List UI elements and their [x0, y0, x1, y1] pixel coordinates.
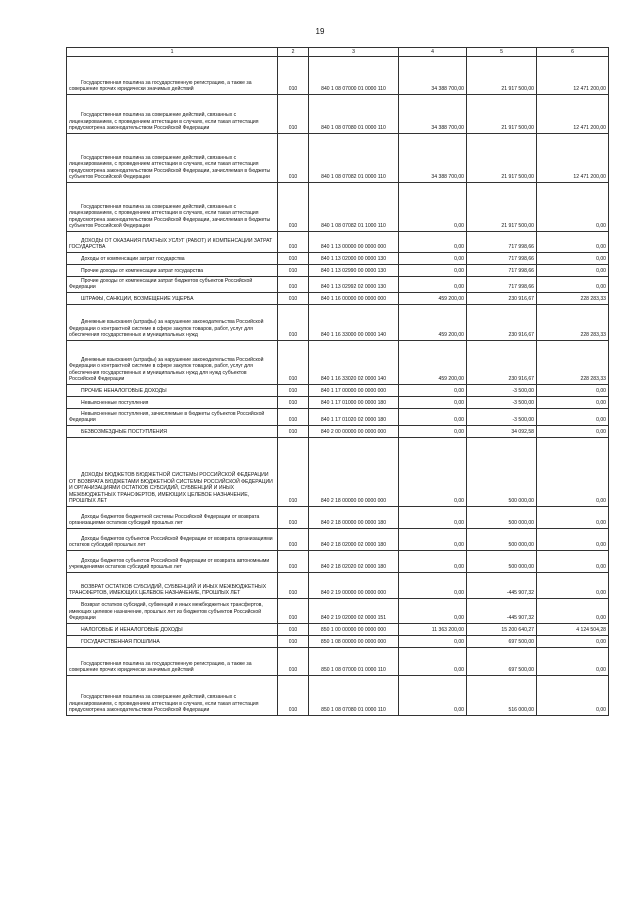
- row-fact: 717 998,66: [467, 277, 537, 293]
- row-plan: 0,00: [399, 507, 467, 529]
- row-code: 010: [278, 134, 309, 183]
- row-name: Невыясненные поступления: [67, 397, 278, 409]
- row-plan: 459 200,00: [399, 293, 467, 305]
- row-plan: 0,00: [399, 676, 467, 716]
- row-fact: 34 092,58: [467, 426, 537, 438]
- row-kbk: 840 2 18 00000 00 0000 180: [309, 507, 399, 529]
- table-row: [67, 507, 609, 529]
- row-kbk: 840 2 18 02020 02 0000 180: [309, 551, 399, 573]
- row-plan: 0,00: [399, 385, 467, 397]
- row-rest: 0,00: [537, 397, 609, 409]
- row-fact: 717 998,66: [467, 265, 537, 277]
- table-row: [67, 95, 609, 134]
- row-code: 010: [278, 599, 309, 624]
- column-header: 1: [67, 48, 278, 57]
- row-rest: 228 283,33: [537, 293, 609, 305]
- row-name: Государственная пошлина за совершение действий, связанных с лицензированием, с проведением аттестации в случаях, если такая аттестация предусмотрена законодательством Российской Федерации: [67, 676, 278, 716]
- table-row: [67, 134, 609, 183]
- row-fact: 516 000,00: [467, 676, 537, 716]
- row-name: Денежные взыскания (штрафы) за нарушение законодательства Российской Федерации о контрактной системе в сфере закупок товаров, работ, услуг для обеспечения государственных и муниципальных нужд: [67, 305, 278, 341]
- row-name: ГОСУДАРСТВЕННАЯ ПОШЛИНА: [67, 636, 278, 648]
- row-name: ШТРАФЫ, САНКЦИИ, ВОЗМЕЩЕНИЕ УЩЕРБА: [67, 293, 278, 305]
- row-plan: 34 388 700,00: [399, 134, 467, 183]
- table-row: [67, 426, 609, 438]
- row-kbk: 850 1 00 00000 00 0000 000: [309, 624, 399, 636]
- row-fact: 230 916,67: [467, 293, 537, 305]
- row-code: 010: [278, 426, 309, 438]
- row-fact: 21 917 500,00: [467, 134, 537, 183]
- row-rest: 0,00: [537, 648, 609, 676]
- row-kbk: 840 2 18 00000 00 0000 000: [309, 438, 399, 507]
- row-code: 010: [278, 397, 309, 409]
- row-code: 010: [278, 341, 309, 385]
- row-code: 010: [278, 95, 309, 134]
- row-fact: 500 000,00: [467, 529, 537, 551]
- row-plan: 0,00: [399, 277, 467, 293]
- row-rest: 0,00: [537, 385, 609, 397]
- table-row: [67, 599, 609, 624]
- row-fact: 697 500,00: [467, 636, 537, 648]
- row-plan: 0,00: [399, 529, 467, 551]
- row-fact: 697 500,00: [467, 648, 537, 676]
- row-rest: 12 471 200,00: [537, 134, 609, 183]
- row-kbk: 840 1 08 07082 01 0000 110: [309, 134, 399, 183]
- row-rest: 0,00: [537, 529, 609, 551]
- row-code: 010: [278, 507, 309, 529]
- row-code: 010: [278, 293, 309, 305]
- row-rest: 0,00: [537, 183, 609, 232]
- row-fact: -445 907,32: [467, 599, 537, 624]
- row-kbk: 840 1 16 33020 02 0000 140: [309, 341, 399, 385]
- table-row: [67, 397, 609, 409]
- row-plan: 0,00: [399, 573, 467, 599]
- row-name: НАЛОГОВЫЕ И НЕНАЛОГОВЫЕ ДОХОДЫ: [67, 624, 278, 636]
- row-rest: 0,00: [537, 599, 609, 624]
- row-name: Доходы бюджетов субъектов Российской Федерации от возврата организациями остатков субсидий прошлых лет: [67, 529, 278, 551]
- row-kbk: 840 1 13 02000 00 0000 130: [309, 253, 399, 265]
- row-code: 010: [278, 265, 309, 277]
- revenue-table: [66, 47, 609, 716]
- table-row: [67, 57, 609, 95]
- row-rest: 4 124 504,28: [537, 624, 609, 636]
- row-name: Доходы бюджетов субъектов Российской Федерации от возврата автономными учреждениями остатков субсидий прошлых лет: [67, 551, 278, 573]
- table-row: [67, 232, 609, 253]
- row-name: Государственная пошлина за государственную регистрацию, а также за совершение прочих юридически значимых действий: [67, 648, 278, 676]
- table-row: [67, 305, 609, 341]
- row-rest: 0,00: [537, 551, 609, 573]
- row-plan: 0,00: [399, 183, 467, 232]
- table-row: [67, 253, 609, 265]
- row-code: 010: [278, 232, 309, 253]
- row-rest: 0,00: [537, 265, 609, 277]
- table-row: [67, 183, 609, 232]
- row-code: 010: [278, 385, 309, 397]
- row-rest: 228 283,33: [537, 305, 609, 341]
- row-rest: 0,00: [537, 253, 609, 265]
- row-kbk: 850 1 08 07000 01 0000 110: [309, 648, 399, 676]
- table-row: [67, 265, 609, 277]
- row-fact: 230 916,67: [467, 305, 537, 341]
- row-fact: -3 500,00: [467, 397, 537, 409]
- column-header: 4: [399, 48, 467, 57]
- row-rest: 0,00: [537, 507, 609, 529]
- row-fact: 230 916,67: [467, 341, 537, 385]
- row-plan: 0,00: [399, 232, 467, 253]
- row-fact: -445 907,32: [467, 573, 537, 599]
- row-code: 010: [278, 624, 309, 636]
- row-name: БЕЗВОЗМЕЗДНЫЕ ПОСТУПЛЕНИЯ: [67, 426, 278, 438]
- column-header: 3: [309, 48, 399, 57]
- column-header: 2: [278, 48, 309, 57]
- row-plan: 0,00: [399, 397, 467, 409]
- row-kbk: 840 1 17 01020 02 0000 180: [309, 409, 399, 426]
- row-plan: 459 200,00: [399, 341, 467, 385]
- row-code: 010: [278, 253, 309, 265]
- row-kbk: 850 1 08 07080 01 0000 110: [309, 676, 399, 716]
- row-fact: 15 200 640,27: [467, 624, 537, 636]
- row-name: ДОХОДЫ БЮДЖЕТОВ БЮДЖЕТНОЙ СИСТЕМЫ РОССИЙСКОЙ ФЕДЕРАЦИИ ОТ ВОЗВРАТА БЮДЖЕТАМИ БЮДЖЕТНОЙ СИСТЕМЫ РОССИЙСКОЙ ФЕДЕРАЦИИ И ОРГАНИЗАЦИЯМИ ОСТАТКОВ СУБСИДИЙ, СУБВЕНЦИЙ И ИНЫХ МЕЖБЮДЖЕТНЫХ ТРАНСФЕРТОВ, ИМЕЮЩИХ ЦЕЛЕВОЕ НАЗНАЧЕНИЕ, ПРОШЛЫХ ЛЕТ: [67, 438, 278, 507]
- row-fact: 21 917 500,00: [467, 183, 537, 232]
- row-fact: 500 000,00: [467, 551, 537, 573]
- row-kbk: 840 2 19 00000 00 0000 000: [309, 573, 399, 599]
- row-fact: 500 000,00: [467, 507, 537, 529]
- row-rest: 0,00: [537, 409, 609, 426]
- row-plan: 34 388 700,00: [399, 57, 467, 95]
- page-number: 19: [315, 27, 325, 36]
- row-plan: 0,00: [399, 253, 467, 265]
- row-fact: -3 500,00: [467, 385, 537, 397]
- row-name: Доходы от компенсации затрат государства: [67, 253, 278, 265]
- row-name: ПРОЧИЕ НЕНАЛОГОВЫЕ ДОХОДЫ: [67, 385, 278, 397]
- table-row: [67, 648, 609, 676]
- table-row: [67, 293, 609, 305]
- table-row: [67, 624, 609, 636]
- row-name: Государственная пошлина за государственную регистрацию, а также за совершение прочих юридически значимых действий: [67, 57, 278, 95]
- row-name: Государственная пошлина за совершение действий, связанных с лицензированием, с проведением аттестации в случаях, если такая аттестация предусмотрена законодательством Российской Федерации, зачисляемая в бюджеты субъектов Российской Федерации: [67, 134, 278, 183]
- row-kbk: 840 1 13 02992 02 0000 130: [309, 277, 399, 293]
- row-fact: 21 917 500,00: [467, 95, 537, 134]
- row-rest: 0,00: [537, 438, 609, 507]
- row-plan: 459 200,00: [399, 305, 467, 341]
- row-plan: 0,00: [399, 265, 467, 277]
- row-kbk: 840 2 18 02000 02 0000 180: [309, 529, 399, 551]
- table-row: [67, 676, 609, 716]
- table-row: [67, 636, 609, 648]
- table-row: [67, 409, 609, 426]
- row-fact: -3 500,00: [467, 409, 537, 426]
- table-row: [67, 385, 609, 397]
- row-name: Прочие доходы от компенсации затрат государства: [67, 265, 278, 277]
- table-row: [67, 551, 609, 573]
- row-rest: 0,00: [537, 232, 609, 253]
- row-rest: 12 471 200,00: [537, 57, 609, 95]
- row-fact: 717 998,66: [467, 232, 537, 253]
- row-name: Возврат остатков субсидий, субвенций и иных межбюджетных трансфертов, имеющих целевое назначение, прошлых лет из бюджетов субъектов Российской Федерации: [67, 599, 278, 624]
- table-row: [67, 277, 609, 293]
- row-kbk: 840 1 17 00000 00 0000 000: [309, 385, 399, 397]
- row-kbk: 840 1 08 07082 01 1000 110: [309, 183, 399, 232]
- table-row: [67, 341, 609, 385]
- row-fact: 21 917 500,00: [467, 57, 537, 95]
- row-plan: 0,00: [399, 599, 467, 624]
- row-fact: 717 998,66: [467, 253, 537, 265]
- row-kbk: 840 1 08 07080 01 0000 110: [309, 95, 399, 134]
- row-rest: 0,00: [537, 636, 609, 648]
- row-name: Государственная пошлина за совершение действий, связанных с лицензированием, с проведением аттестации в случаях, если такая аттестация предусмотрена законодательством Российской Федерации, зачисляемая в бюджеты субъектов Российской Федерации: [67, 183, 278, 232]
- row-name: ВОЗВРАТ ОСТАТКОВ СУБСИДИЙ, СУБВЕНЦИЙ И ИНЫХ МЕЖБЮДЖЕТНЫХ ТРАНСФЕРТОВ, ИМЕЮЩИХ ЦЕЛЕВОЕ НАЗНАЧЕНИЕ, ПРОШЛЫХ ЛЕТ: [67, 573, 278, 599]
- row-plan: 0,00: [399, 438, 467, 507]
- column-header: 6: [537, 48, 609, 57]
- row-code: 010: [278, 438, 309, 507]
- row-name: Прочие доходы от компенсации затрат бюджетов субъектов Российской Федерации: [67, 277, 278, 293]
- row-plan: 11 363 200,00: [399, 624, 467, 636]
- row-code: 010: [278, 183, 309, 232]
- row-name: Денежные взыскания (штрафы) за нарушение законодательства Российской Федерации о контрактной системе в сфере закупок товаров, работ, услуг для обеспечения государственных и муниципальных нужд для нужд субъектов Российской Федерации: [67, 341, 278, 385]
- row-code: 010: [278, 57, 309, 95]
- row-rest: 12 471 200,00: [537, 95, 609, 134]
- row-kbk: 840 1 16 33000 00 0000 140: [309, 305, 399, 341]
- row-plan: 0,00: [399, 636, 467, 648]
- row-code: 010: [278, 573, 309, 599]
- row-kbk: 840 1 16 00000 00 0000 000: [309, 293, 399, 305]
- row-kbk: 850 1 08 00000 00 0000 000: [309, 636, 399, 648]
- row-code: 010: [278, 648, 309, 676]
- column-header: 5: [467, 48, 537, 57]
- row-rest: 0,00: [537, 573, 609, 599]
- row-code: 010: [278, 676, 309, 716]
- row-rest: 228 283,33: [537, 341, 609, 385]
- row-plan: 0,00: [399, 426, 467, 438]
- row-kbk: 840 2 19 02000 02 0000 151: [309, 599, 399, 624]
- row-kbk: 840 1 13 00000 00 0000 000: [309, 232, 399, 253]
- row-code: 010: [278, 551, 309, 573]
- table-row: [67, 573, 609, 599]
- row-kbk: 840 1 08 07000 01 0000 110: [309, 57, 399, 95]
- row-name: ДОХОДЫ ОТ ОКАЗАНИЯ ПЛАТНЫХ УСЛУГ (РАБОТ) И КОМПЕНСАЦИИ ЗАТРАТ ГОСУДАРСТВА: [67, 232, 278, 253]
- row-name: Государственная пошлина за совершение действий, связанных с лицензированием, с проведением аттестации в случаях, если такая аттестация предусмотрена законодательством Российской Федерации: [67, 95, 278, 134]
- row-code: 010: [278, 277, 309, 293]
- row-plan: 0,00: [399, 551, 467, 573]
- header-row: [67, 48, 609, 57]
- row-fact: 500 000,00: [467, 438, 537, 507]
- row-kbk: 840 2 00 00000 00 0000 000: [309, 426, 399, 438]
- table-row: [67, 529, 609, 551]
- row-plan: 0,00: [399, 409, 467, 426]
- row-rest: 0,00: [537, 426, 609, 438]
- row-name: Невыясненные поступления, зачисляемые в бюджеты субъектов Российской Федерации: [67, 409, 278, 426]
- row-code: 010: [278, 305, 309, 341]
- row-plan: 0,00: [399, 648, 467, 676]
- table-row: [67, 438, 609, 507]
- row-plan: 34 388 700,00: [399, 95, 467, 134]
- row-kbk: 840 1 17 01000 00 0000 180: [309, 397, 399, 409]
- row-kbk: 840 1 13 02990 00 0000 130: [309, 265, 399, 277]
- row-rest: 0,00: [537, 676, 609, 716]
- row-code: 010: [278, 409, 309, 426]
- row-code: 010: [278, 636, 309, 648]
- row-code: 010: [278, 529, 309, 551]
- row-rest: 0,00: [537, 277, 609, 293]
- row-name: Доходы бюджетов бюджетной системы Российской Федерации от возврата организациями остатков субсидий прошлых лет: [67, 507, 278, 529]
